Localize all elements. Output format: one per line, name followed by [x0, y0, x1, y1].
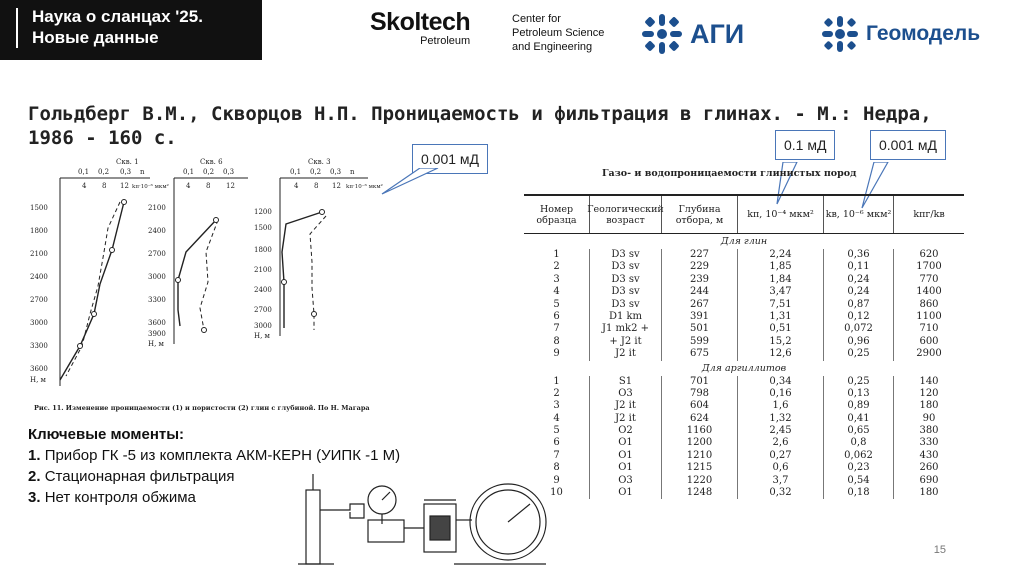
- table-cell: 4: [524, 286, 590, 298]
- table-row: [524, 249, 964, 261]
- table-row: [524, 462, 964, 474]
- skoltech-subtitle: Petroleum: [420, 35, 471, 47]
- th-depth: Глубина отбора, м: [662, 196, 738, 233]
- table-cell: 0,18: [824, 487, 894, 499]
- table-cell: 6: [524, 311, 590, 323]
- p3-unit: Н, м: [254, 332, 270, 340]
- tag-divider: [16, 8, 18, 48]
- section-argillites: Для аргиллитов: [701, 362, 787, 374]
- p1-depth-1: 1500: [30, 204, 48, 212]
- table-cell: 1100: [916, 310, 942, 322]
- table-cell: D3 sv: [590, 249, 662, 261]
- table-row: [524, 425, 964, 437]
- th-kp: kп, 10⁻⁴ мкм²: [738, 196, 824, 233]
- table-cell: 267: [662, 299, 738, 311]
- panel-2-top-tick-3: 0,3: [223, 168, 235, 176]
- table-cell: 0,32: [738, 487, 824, 499]
- p3-depth-5: 2400: [254, 286, 272, 294]
- table-cell: D3 sv: [590, 274, 662, 286]
- panel-2-porosity-curve: [200, 220, 218, 330]
- callout-right-0001md: 0.001 мД: [870, 130, 946, 160]
- table-cell: 229: [662, 261, 738, 273]
- panel-3-permeability-curve: [282, 212, 322, 328]
- table-cell: 1700: [916, 261, 942, 273]
- table-cell: 0,36: [824, 249, 894, 261]
- table-row: [524, 336, 964, 348]
- panel-1-top-tick-2: 0,2: [98, 168, 110, 176]
- table-cell: 0,87: [824, 299, 894, 311]
- agi-wordmark: АГИ: [690, 18, 745, 49]
- tag-line-1: Наука о сланцах '25.: [32, 7, 203, 26]
- table-cell: 5: [524, 425, 590, 437]
- table-row: [524, 323, 964, 335]
- table-cell: 2,24: [738, 249, 824, 261]
- panel-3-label: Скв. 3: [308, 158, 331, 166]
- table-cell: 0,34: [738, 376, 824, 388]
- table-cell: 690: [919, 474, 939, 486]
- panel-3-bottom-unit: kп·10⁻⁶ мкм²: [346, 184, 383, 190]
- key-point-2-text: Стационарная фильтрация: [44, 468, 235, 485]
- table-cell: O2: [590, 425, 662, 437]
- figure-caption: Рис. 11. Изменение проницаемости (1) и пористости (2) глин с глубиной. По Н. Магара: [34, 404, 370, 412]
- key-point-3-num: 3.: [28, 489, 41, 506]
- table-cell: 0,24: [824, 286, 894, 298]
- table-cell: 0,51: [738, 323, 824, 335]
- key-point-2-num: 2.: [28, 468, 41, 485]
- panel-1-bottom-tick-3: 12: [120, 182, 129, 190]
- table-cell: 0,6: [738, 462, 824, 474]
- table-row: [524, 475, 964, 487]
- panel-1-bottom-tick-1: 4: [82, 182, 87, 190]
- panel-1-bottom-tick-2: 8: [102, 182, 107, 190]
- table-cell: 4: [524, 413, 590, 425]
- skoltech-center-line-2: Petroleum Science: [512, 27, 605, 39]
- table-row: [524, 376, 964, 388]
- table-cell: 1400: [916, 286, 942, 298]
- table-cell: 675: [662, 348, 738, 360]
- panel-1-top-tick-4: n: [140, 168, 145, 176]
- key-point-1-text: Прибор ГК -5 из комплекта АКМ-КЕРН (УИПК -1 М): [44, 447, 401, 464]
- table-cell: O3: [590, 388, 662, 400]
- table-cell: 600: [919, 335, 939, 347]
- table-cell: 8: [524, 462, 590, 474]
- table-cell: 380: [919, 425, 939, 437]
- panel-1-label: Скв. 1: [116, 158, 139, 166]
- table-cell: 0,12: [824, 311, 894, 323]
- p2-depth-6: 3600: [148, 319, 166, 327]
- p1-unit: Н, м: [30, 376, 46, 384]
- table-cell: 260: [919, 462, 939, 474]
- p3-depth-3: 1800: [254, 246, 272, 254]
- table-cell: 7,51: [738, 299, 824, 311]
- table-cell: 3,47: [738, 286, 824, 298]
- apparatus-cylinder: [306, 490, 320, 564]
- table-cell: 180: [919, 400, 939, 412]
- table-cell: 180: [919, 487, 939, 499]
- table-row: [524, 487, 964, 499]
- p2-depth-3: 2700: [148, 250, 166, 258]
- panel-2-top-tick-1: 0,1: [183, 168, 195, 176]
- table-cell: 2: [524, 261, 590, 273]
- panel-3-bottom-tick-1: 4: [294, 182, 299, 190]
- table-row: [524, 261, 964, 273]
- panel-2-permeability-curve: [178, 220, 216, 326]
- page-number: 15: [933, 544, 946, 556]
- table-cell: 501: [662, 323, 738, 335]
- table-cell: 770: [919, 273, 939, 285]
- th-sample: Номер образца: [524, 196, 590, 233]
- table-cell: O3: [590, 475, 662, 487]
- panel-3-bottom-tick-2: 8: [314, 182, 319, 190]
- permeability-table: [524, 168, 964, 518]
- table-cell: 599: [662, 336, 738, 348]
- table-cell: 227: [662, 249, 738, 261]
- skoltech-wordmark: Skoltech: [370, 8, 471, 36]
- table-cell: 0,41: [824, 413, 894, 425]
- table-cell: 0,25: [824, 348, 894, 360]
- p1-depth-6: 3000: [30, 319, 48, 327]
- table-cell: D1 km: [590, 311, 662, 323]
- p1-depth-4: 2400: [30, 273, 48, 281]
- table-cell: 120: [919, 387, 939, 399]
- table-cell: J2 it: [590, 400, 662, 412]
- depth-profile-figure: [28, 158, 392, 420]
- table-row: [524, 388, 964, 400]
- table-cell: J2 it: [590, 348, 662, 360]
- table-row: [524, 286, 964, 298]
- p3-depth-7: 3000: [254, 322, 272, 330]
- table-cell: 6: [524, 437, 590, 449]
- table-cell: 0,062: [824, 450, 894, 462]
- table-cell: 0,96: [824, 336, 894, 348]
- p2-depth-7: 3900: [148, 330, 166, 338]
- table-cell: 710: [919, 323, 939, 335]
- table-cell: 2,45: [738, 425, 824, 437]
- table-cell: 2900: [916, 348, 942, 360]
- p1-depth-3: 2100: [30, 250, 48, 258]
- table-cell: 3,7: [738, 475, 824, 487]
- table-cell: J1 mk2 +: [590, 323, 662, 335]
- table-cell: 90: [922, 412, 936, 424]
- panel-3-top-tick-3: 0,3: [330, 168, 342, 176]
- th-ratio: kпг/kв: [913, 209, 945, 220]
- table-cell: 3: [524, 274, 590, 286]
- panel-1-top-tick-1: 0,1: [78, 168, 90, 176]
- table-row: [524, 274, 964, 286]
- filtration-apparatus-drawing: [294, 470, 550, 572]
- table-cell: 1210: [662, 450, 738, 462]
- geomodel-wordmark: Геомодель: [866, 22, 981, 45]
- table-cell: J2 it: [590, 413, 662, 425]
- table-cell: 0,13: [824, 388, 894, 400]
- key-points-heading: Ключевые моменты:: [28, 426, 185, 443]
- table-cell: 1,84: [738, 274, 824, 286]
- table-cell: 391: [662, 311, 738, 323]
- table-cell: 10: [524, 487, 590, 499]
- p3-depth-6: 2700: [254, 306, 272, 314]
- table-cell: 0,072: [824, 323, 894, 335]
- skoltech-center-line-3: and Engineering: [512, 41, 593, 53]
- table-cell: 604: [662, 400, 738, 412]
- table-cell: 9: [524, 348, 590, 360]
- table-cell: 244: [662, 286, 738, 298]
- p3-depth-2: 1500: [254, 224, 272, 232]
- table-cell: 5: [524, 299, 590, 311]
- tag-line-2: Новые данные: [32, 28, 159, 47]
- table-cell: 0,16: [738, 388, 824, 400]
- table-cell: 7: [524, 323, 590, 335]
- key-point-1-num: 1.: [28, 447, 41, 464]
- slide-title: Гольдберг В.М., Скворцов Н.П. Проницаемость и фильтрация в глинах. - М.: Недра, 1986 - 160 с.: [28, 103, 932, 149]
- skoltech-center-line-1: Center for: [512, 13, 561, 25]
- table-cell: 8: [524, 336, 590, 348]
- table-cell: O1: [590, 437, 662, 449]
- table-cell: 0,89: [824, 400, 894, 412]
- key-point-1: [28, 445, 400, 466]
- table-cell: 330: [919, 437, 939, 449]
- table-cell: D3 sv: [590, 299, 662, 311]
- table-cell: + J2 it: [590, 336, 662, 348]
- table-row: [524, 311, 964, 323]
- panel-2-top-tick-2: 0,2: [203, 168, 215, 176]
- panel-1-top-tick-3: 0,3: [120, 168, 132, 176]
- table-row: [524, 413, 964, 425]
- table-cell: 1215: [662, 462, 738, 474]
- clay-rows: [524, 249, 964, 361]
- table-grid: [524, 194, 964, 499]
- p1-depth-2: 1800: [30, 227, 48, 235]
- panel-2-bottom-tick-1: 4: [186, 182, 191, 190]
- panel-2-label: Скв. 6: [200, 158, 223, 166]
- p2-depth-2: 2400: [148, 227, 166, 235]
- th-kv: kв, 10⁻⁶ мкм²: [824, 196, 894, 233]
- table-cell: D3 sv: [590, 286, 662, 298]
- table-cell: 860: [919, 298, 939, 310]
- agi-emblem-icon: [640, 12, 684, 56]
- table-cell: 1,32: [738, 413, 824, 425]
- p2-depth-5: 3300: [148, 296, 166, 304]
- p3-depth-1: 1200: [254, 208, 272, 216]
- table-row: [524, 348, 964, 360]
- panel-3-top-tick-4: n: [350, 168, 355, 176]
- section-clays: Для глин: [720, 236, 768, 247]
- table-cell: 0,65: [824, 425, 894, 437]
- geomodel-logo: [820, 14, 980, 54]
- table-cell: O1: [590, 462, 662, 474]
- skoltech-logo: [370, 8, 470, 47]
- table-cell: 1200: [662, 437, 738, 449]
- table-cell: 1,31: [738, 311, 824, 323]
- table-row: [524, 299, 964, 311]
- p2-depth-1: 2100: [148, 204, 166, 212]
- panel-1-bottom-unit: kп·10⁻⁶ мкм²: [132, 184, 169, 190]
- table-title: Газо- и водопроницаемости глинистых пород: [602, 168, 857, 179]
- table-header-row: [524, 194, 964, 234]
- callout-left-0001md: 0.001 мД: [412, 144, 488, 174]
- argillite-rows: [524, 376, 964, 500]
- callout-left-pointer: [380, 168, 440, 198]
- panel-1-porosity-curve: [66, 202, 120, 376]
- panel-3-top-tick-1: 0,1: [290, 168, 302, 176]
- table-cell: D3 sv: [590, 261, 662, 273]
- table-row: [524, 450, 964, 462]
- table-cell: S1: [590, 376, 662, 388]
- panel-3-top-tick-2: 0,2: [310, 168, 322, 176]
- table-cell: 2,6: [738, 437, 824, 449]
- agi-logo: [640, 12, 744, 56]
- table-cell: 1,6: [738, 400, 824, 412]
- geomodel-emblem-icon: [820, 14, 860, 54]
- table-cell: 620: [919, 249, 939, 260]
- table-cell: 0,54: [824, 475, 894, 487]
- th-age: Геологический возраст: [590, 196, 662, 233]
- key-point-3-text: Нет контроля обжима: [44, 489, 196, 506]
- table-cell: O1: [590, 487, 662, 499]
- table-cell: 430: [919, 449, 939, 461]
- p1-depth-7: 3300: [30, 342, 48, 350]
- p1-depth-8: 3600: [30, 365, 48, 373]
- table-cell: 624: [662, 413, 738, 425]
- section-tag: [0, 0, 262, 60]
- panel-2-bottom-tick-2: 8: [206, 182, 211, 190]
- table-row: [524, 400, 964, 412]
- panel-2-bottom-tick-3: 12: [226, 182, 235, 190]
- panel-3-bottom-tick-3: 12: [332, 182, 341, 190]
- table-cell: 9: [524, 475, 590, 487]
- table-cell: 1160: [662, 425, 738, 437]
- table-cell: 1: [524, 249, 590, 261]
- table-cell: 1: [524, 376, 590, 388]
- table-cell: 0,25: [824, 376, 894, 388]
- table-cell: 2: [524, 388, 590, 400]
- p3-depth-4: 2100: [254, 266, 272, 274]
- skoltech-center-text: [512, 12, 604, 54]
- table-cell: 0,27: [738, 450, 824, 462]
- p2-unit: Н, м: [148, 340, 164, 348]
- table-cell: 0,23: [824, 462, 894, 474]
- table-cell: 12,6: [738, 348, 824, 360]
- table-cell: 798: [662, 388, 738, 400]
- p1-depth-5: 2700: [30, 296, 48, 304]
- table-cell: 7: [524, 450, 590, 462]
- table-cell: 701: [662, 376, 738, 388]
- table-cell: 0,24: [824, 274, 894, 286]
- table-cell: 15,2: [738, 336, 824, 348]
- table-cell: 239: [662, 274, 738, 286]
- table-cell: 1,85: [738, 261, 824, 273]
- table-cell: O1: [590, 450, 662, 462]
- table-cell: 140: [919, 375, 939, 387]
- table-cell: 0,11: [824, 261, 894, 273]
- p2-depth-4: 3000: [148, 273, 166, 281]
- table-cell: 1220: [662, 475, 738, 487]
- callout-mid-01md: 0.1 мД: [775, 130, 835, 160]
- table-cell: 0,8: [824, 437, 894, 449]
- table-cell: 3: [524, 400, 590, 412]
- panel-1-permeability-curve: [60, 202, 124, 380]
- table-cell: 1248: [662, 487, 738, 499]
- table-row: [524, 437, 964, 449]
